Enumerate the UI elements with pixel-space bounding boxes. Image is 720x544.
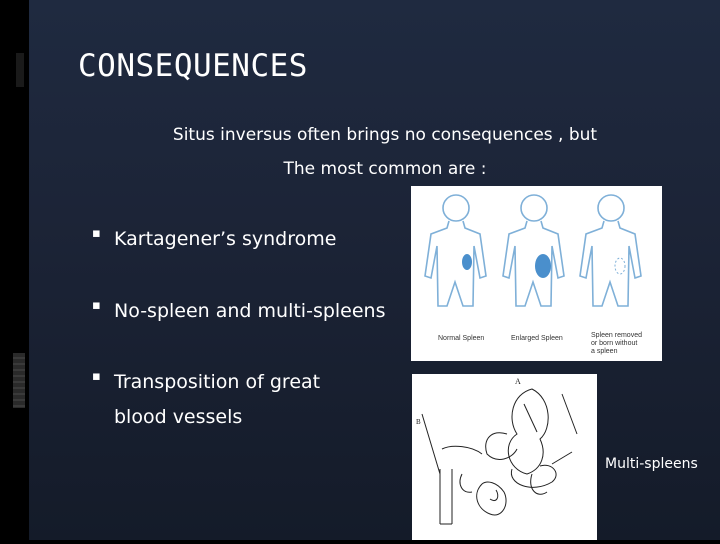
bullet-text: Kartagener’s syndrome [114, 228, 337, 250]
square-bullet-icon: ▪ [92, 226, 101, 241]
removed-spleen-outline [615, 258, 625, 274]
decorative-bar-side [13, 353, 25, 408]
bullet-item-spleens [92, 294, 386, 329]
child-figure-enlarged [503, 195, 564, 306]
label-a: A [515, 377, 521, 386]
bullet-text: Transposition of great blood vessels [114, 371, 321, 428]
enlarged-spleen-shape [535, 254, 551, 278]
label-enlarged-spleen: Enlarged Spleen [511, 335, 563, 342]
intro-text [130, 118, 640, 186]
bullet-item-kartagener [92, 222, 336, 257]
child-figure-removed [580, 195, 641, 306]
decorative-bar-top [16, 53, 24, 87]
square-bullet-icon: ▪ [92, 298, 101, 313]
slide-title: CONSEQUENCES [78, 48, 308, 84]
caption-multi-spleens: Multi-spleens [605, 456, 698, 472]
spleen-illustration [411, 186, 662, 361]
intro-line-2: The most common are : [283, 159, 487, 179]
bullet-text: No-spleen and multi-spleens [114, 300, 386, 322]
label-spleen-removed-1: Spleen removed [591, 332, 642, 339]
vessels-diagram [412, 374, 597, 540]
label-spleen-removed-2: or born without [591, 340, 638, 347]
bullet-item-transposition [92, 365, 354, 435]
label-spleen-removed-3: a spleen [591, 348, 618, 355]
spleen-shape [462, 254, 472, 270]
square-bullet-icon: ▪ [92, 369, 101, 384]
child-figure-normal [425, 195, 486, 306]
intro-line-1: Situs inversus often brings no consequences , but [172, 125, 598, 145]
label-normal-spleen: Normal Spleen [438, 335, 485, 342]
label-b: B [416, 418, 421, 426]
